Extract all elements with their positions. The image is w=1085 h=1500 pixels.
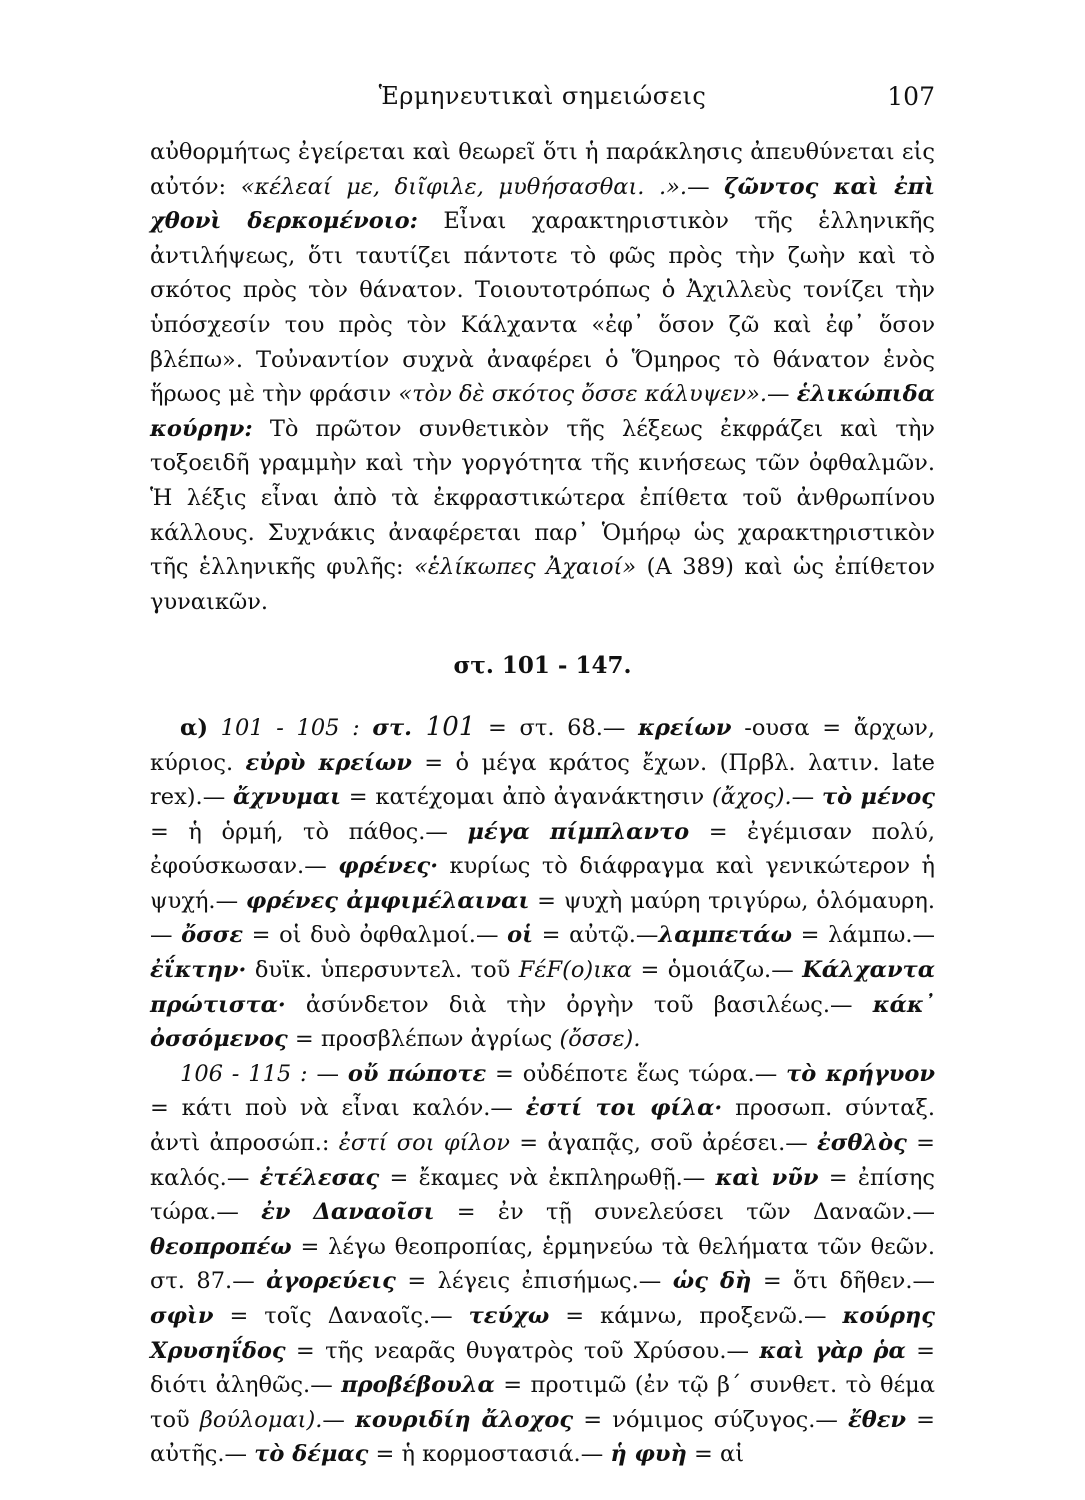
paragraph-commentary-1 <box>150 135 935 619</box>
lemma: προβέβουλα <box>341 1372 495 1399</box>
lemma: Κάλχαντα πρώτιστα· <box>150 957 936 1018</box>
verse-range: 101 - 105 : <box>207 714 373 741</box>
text: = καλός.— <box>150 1130 935 1191</box>
verse-range: 106 - 115 : <box>180 1060 308 1087</box>
text: = οὐδέποτε ἕως τώρα.— <box>486 1060 787 1087</box>
text: = οἱ δυὸ ὀφθαλμοί.— <box>243 922 508 949</box>
text: = ὅτι δῆθεν.— <box>751 1268 936 1295</box>
text: = ψυχὴ μαύρη τριγύρω, ὁλόμαυρη.— <box>150 887 935 949</box>
text: = ἐπίσης τώρα.— <box>150 1164 936 1226</box>
text: = ἡ κορμοστασιά.— <box>368 1441 611 1468</box>
text: = αὐτῆς.— <box>150 1406 936 1468</box>
italic-note: βούλομαι). <box>199 1406 323 1433</box>
lemma: οἱ <box>507 922 533 949</box>
text: = κατέχομαι ἀπὸ ἀγανάκτησιν <box>340 784 712 811</box>
page-number: 107 <box>887 82 935 111</box>
text: = προτιμῶ (ἐν τῷ β΄ συνθετ. τὸ θέμα τοῦ <box>150 1372 936 1433</box>
text: δυϊκ. ὑπερσυντελ. τοῦ <box>246 957 519 984</box>
italic-note: (ἄχος). <box>711 784 792 811</box>
verse-number: 101 <box>411 711 476 742</box>
lemma: κουριδίη ἄλοχος <box>355 1406 574 1433</box>
text: = στ. 68.— <box>475 714 639 741</box>
lemma: ἐστί τοι φίλα· <box>525 1095 723 1122</box>
lemma: ἡ φυὴ <box>610 1441 687 1468</box>
text: — <box>687 173 725 200</box>
text: = ἀγαπᾷς, σοῦ ἀρέσει.— <box>509 1130 818 1157</box>
text: — <box>307 1060 348 1087</box>
quotation: «ἑλίκωπες Ἀχαιοί» <box>414 554 637 581</box>
text: Τὸ πρῶτον συνθετικὸν τῆς λέξεως ἐκφράζει καὶ τὴν τοξοειδῆ γραμμὴν καὶ τὴν γοργότητα τῆς κινήσεως τῶν ὀφθαλμῶν. Ἡ λέξις εἶναι ἀπὸ τὰ ἐκφραστικώτερα ἐπίθετα τοῦ ἀνθρωπίνου κάλλους. Συχνάκις ἀναφέρεται παρ᾿ Ὁμήρῳ ὡς χαρακτηριστικὸν τῆς ἑλληνικῆς φυλῆς: <box>150 415 935 581</box>
paragraph-verses-101-105 <box>150 710 935 1057</box>
page-body <box>150 135 935 1472</box>
text: = αἱ <box>686 1441 745 1468</box>
text: = ἡ ὁρμή, τὸ πάθος.— <box>150 818 468 845</box>
quotation: «κέλεαί με, διῖφιλε, μυθήσασθαι. .». <box>240 173 688 200</box>
lemma: καὶ γὰρ ῥα <box>759 1337 906 1364</box>
section-heading: στ. 101 - 147. <box>453 652 632 680</box>
text: = προσβλέπων ἀγρίως <box>287 1026 560 1053</box>
lemma: φρένες· <box>338 853 439 880</box>
lemma: φρένες ἀμφιμέλαιναι <box>245 887 530 914</box>
text: — <box>766 381 797 408</box>
running-title: Ἑρμηνευτικαὶ σημειώσεις <box>378 82 707 110</box>
text: = κάτι ποὺ νὰ εἶναι καλόν.— <box>150 1095 526 1122</box>
text: = λέγω θεοπροπίας, ἑρμηνεύω τὰ θελήματα τῶν θεῶν. στ. 87.— <box>150 1233 935 1295</box>
text: = τοῖς Δαναοῖς.— <box>213 1303 469 1329</box>
lemma: ἐσθλὸς <box>817 1130 907 1157</box>
lemma: σφὶν <box>150 1303 214 1329</box>
lemma: κούρης Χρυσηΐδος <box>150 1303 935 1364</box>
text: — <box>322 1406 356 1433</box>
text: = νόμιμος σύζυγος.— <box>573 1406 849 1433</box>
text: κυρίως τὸ διάφραγμα καὶ γενικώτερον ἡ ψυχή.— <box>150 853 935 914</box>
verse-label: στ. <box>372 714 412 741</box>
lemma: ἐΐκτην· <box>150 957 247 984</box>
lemma: ἑλικώπιδα κούρην: <box>150 381 935 442</box>
lemma: τεύχω <box>468 1303 550 1329</box>
item-marker: α) <box>180 714 208 741</box>
text: -ουσα = ἄρχων, κύριος. <box>150 714 936 776</box>
lemma: ἐτέλεσας <box>259 1164 380 1191</box>
text: = ἔκαμες νὰ ἐκπληρωθῇ.— <box>379 1164 716 1191</box>
text: (Α 389) καὶ ὡς ἐπίθετον γυναικῶν. <box>150 554 936 615</box>
lemma: τὸ δέμας <box>254 1441 369 1468</box>
italic-note: ἐστί σοι φίλον <box>338 1130 510 1157</box>
text: = λέγεις ἐπισήμως.— <box>395 1268 673 1295</box>
text: = λάμπω.— <box>792 922 936 949</box>
lemma: καὶ νῦν <box>715 1164 819 1191</box>
lemma: κρείων <box>638 714 732 741</box>
lemma: ἄχνυμαι <box>232 784 341 811</box>
text: = τῆς νεαρᾶς θυγατρὸς τοῦ Χρύσου.— <box>285 1337 760 1364</box>
lemma: μέγα πίμπλαντο <box>467 818 690 845</box>
text: ἀσύνδετον διὰ τὴν ὀργὴν τοῦ βασιλέως.— <box>285 991 873 1018</box>
text: αὐθορμήτως ἐγείρεται καὶ θεωρεῖ ὅτι ἡ παράκλησις ἀπευθύνεται εἰς αὐτόν: <box>150 139 935 200</box>
text: = κάμνω, προξενῶ.— <box>549 1303 843 1329</box>
text: — <box>791 784 822 811</box>
text: = αὐτῷ.— <box>533 922 659 949</box>
lemma: τὸ κρήγυον <box>786 1060 936 1087</box>
quotation: «τὸν δὲ σκότος ὄσσε κάλυψεν». <box>398 381 767 408</box>
lemma: ζῶντος καὶ ἐπὶ χθονὶ δερκομένοιο: <box>150 173 935 235</box>
lemma: ἐν Δαναοῖσι <box>261 1199 435 1226</box>
lemma: ἀγορεύεις <box>266 1268 396 1295</box>
text: = ὁμοιάζω.— <box>631 957 803 984</box>
text: = ἐν τῇ συνελεύσει τῶν Δαναῶν.— <box>434 1199 935 1226</box>
lemma: ἔθεν <box>848 1406 907 1433</box>
text: Εἶναι χαρακτηριστικὸν τῆς ἑλληνικῆς ἀντιλήψεως, ὅτι ταυτίζει πάντοτε τὸ φῶς πρὸς τὴν ζωὴν καὶ τὸ σκότος πρὸς τὸν θάνατον. Τοιουτοτρόπως ὁ Ἀχιλλεὺς τονίζει τὴν ὑπόσχεσίν του πρὸς τὸν Κάλχαντα «ἐφ᾿ ὅσον ζῶ καὶ ἐφ᾿ ὅσον βλέπω». Τοὐναντίον συχνὰ ἀναφέρει ὁ Ὅμηρος τὸ θάνατον ἑνὸς ἥρωος μὲ τὴν φράσιν <box>150 208 935 408</box>
lemma: ὡς δὴ <box>672 1268 752 1295</box>
italic-note: (ὄσσε). <box>559 1026 641 1053</box>
lemma: κάκ᾿ ὀσσόμενος <box>150 991 935 1053</box>
lemma: εὐρὺ κρείων <box>245 749 412 776</box>
text: = διότι ἀληθῶς.— <box>150 1337 935 1399</box>
page-header <box>150 82 935 122</box>
italic-note: FέF(ο)ικα <box>518 957 632 984</box>
text: = ἐγέμισαν πολύ, ἐφούσκωσαν.— <box>150 818 935 880</box>
lemma: οὔ πώποτε <box>347 1060 487 1087</box>
text: = ὁ μέγα κράτος ἔχων. (Πρβλ. λατιν. late rex).— <box>150 749 935 811</box>
lemma: ὄσσε <box>181 922 244 949</box>
lemma: λαμπετάω <box>658 922 793 949</box>
lemma: τὸ μένος <box>821 784 936 811</box>
paragraph-verses-106-115 <box>150 1057 935 1472</box>
text: προσωπ. σύνταξ. ἀντὶ ἀπροσώπ.: <box>150 1095 935 1157</box>
lemma: θεοπροπέω <box>150 1233 292 1260</box>
